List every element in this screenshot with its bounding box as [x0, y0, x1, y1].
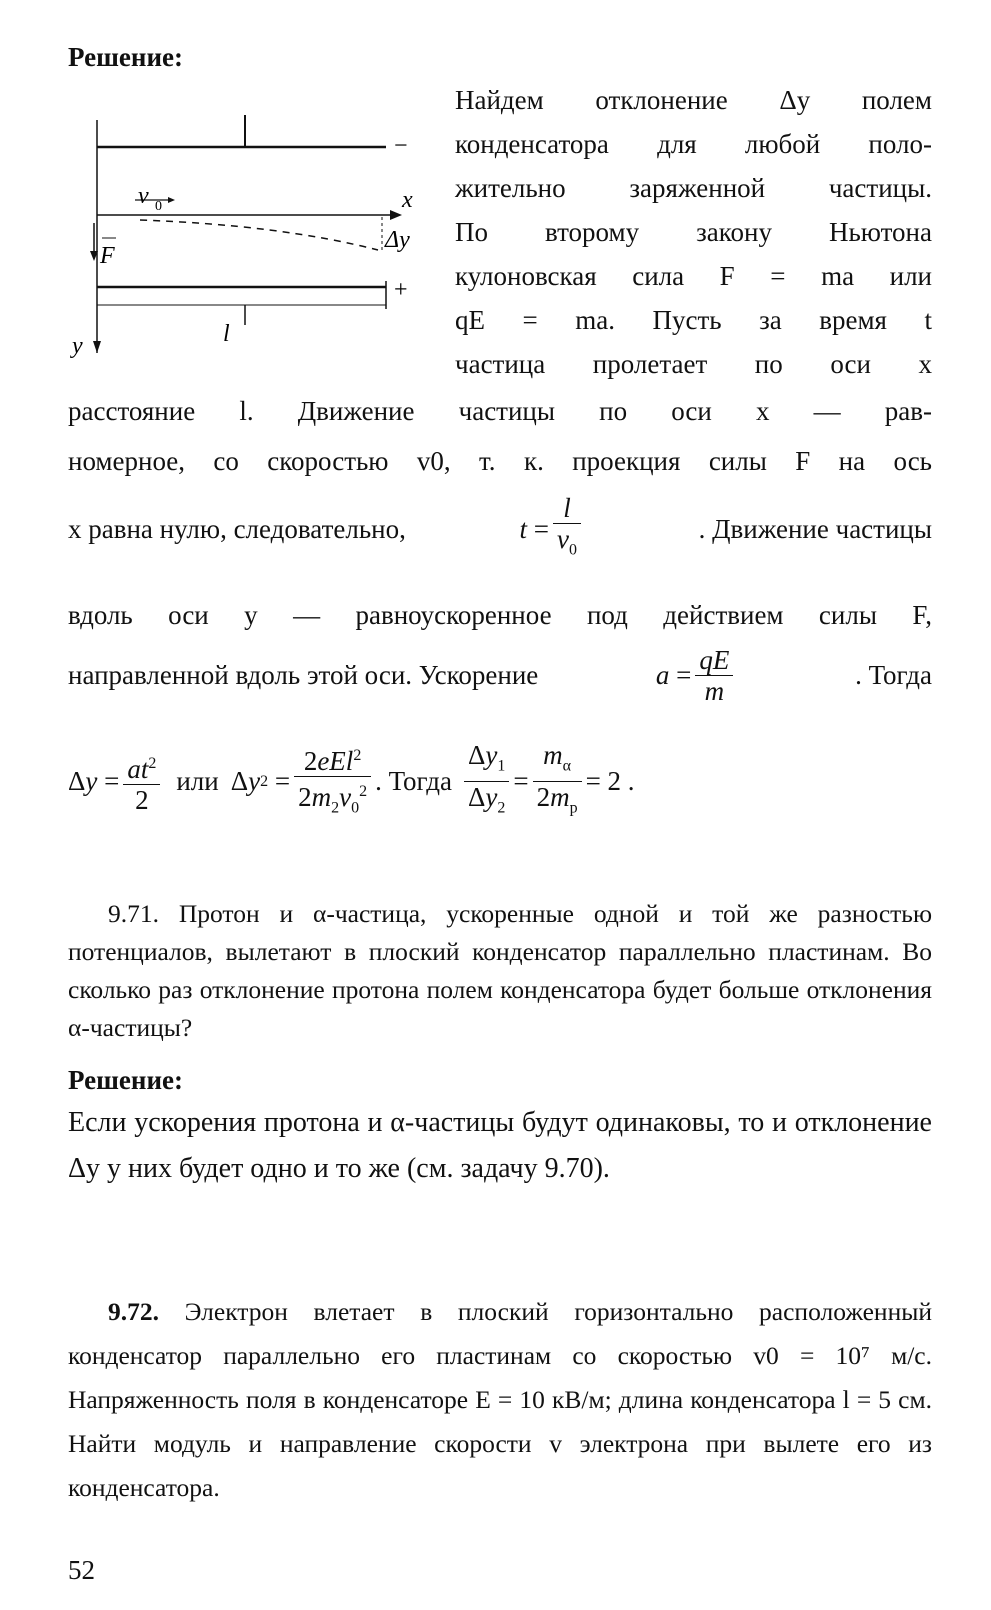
- x-axis-label: x: [402, 187, 413, 213]
- v0-arrowhead: [168, 197, 175, 203]
- problem-text: Протон и α-частица, ускоренные одной и той же разностью потенциалов, вылетают в плоский конденсатор параллельно пластинам. Во сколько раз отклонение протона полем конденсатора будет больше отклонения α-частицы?: [68, 899, 932, 1042]
- fraction-at2-2: $\frac{at^2}{2}$: [123, 749, 160, 815]
- problem-9-72: [68, 1290, 932, 1510]
- formula-delta-y: Δ y = $\frac{at^2}{2}$: [68, 749, 164, 815]
- text-line: вдоль оси y — равноускоренное под действием силы F,: [68, 600, 932, 630]
- or-word: или: [176, 766, 219, 797]
- length-label: l: [223, 321, 230, 347]
- side-line: qE = ma. Пусть за время t: [455, 305, 932, 335]
- page-number: 52: [68, 1555, 95, 1585]
- fraction-dy1-dy2: $\frac{\Delta y_1}{\Delta y_2}$: [464, 740, 509, 824]
- force-label: F: [100, 243, 115, 269]
- solution-910-side-text: [455, 78, 932, 386]
- y-axis-label: y: [72, 333, 83, 359]
- capacitor-diagram: [60, 105, 440, 365]
- text-line-with-fraction: [68, 493, 932, 565]
- v0-label: v: [138, 183, 149, 209]
- text-segment: направленной вдоль этой оси. Ускорение: [68, 660, 539, 690]
- formula-ratio: $\frac{\Delta y_1}{\Delta y_2}$ = $\frac{m_\alpha}{2m_p}$ = 2 .: [460, 740, 635, 824]
- fraction-2eEl2: $\frac{2eEl^2}{2m_2v_0^2}$: [294, 741, 371, 823]
- fraction-malpha-2mp: $\frac{m_\alpha}{2m_p}$: [533, 740, 582, 824]
- side-line: Найдем отклонение Δy полем: [455, 85, 932, 115]
- text-segment: . Тогда: [855, 660, 932, 690]
- text-line: номерное, со скоростью v0, т. к. проекция силы F на ось: [68, 446, 932, 476]
- fraction-l-v0: $\frac{l}{v_0}$: [553, 493, 581, 565]
- plus-label: +: [394, 277, 408, 303]
- side-line: жительно заряженной частицы.: [455, 173, 932, 203]
- problem-text: v0 = 10⁷ м/с. Напряженность поля в конденсаторе E = 10 кВ/м; длина конденсатора l = 5 см. Найти модуль и направление скорости v электрона при вылете его из конденсатора.: [68, 1341, 933, 1502]
- side-line: частица пролетает по оси x: [455, 349, 932, 379]
- v0-sub-label: 0: [155, 199, 162, 214]
- side-line: кулоновская сила F = ma или: [455, 261, 932, 291]
- formula-line: [68, 740, 848, 824]
- formula-delta-y2: Δ y 2 = $\frac{2eEl^2}{2m_2v_0^2}$: [231, 741, 375, 823]
- solution-heading: Решение:: [68, 1065, 183, 1095]
- fraction-qE-m: $\frac{qE}{m}$: [695, 645, 733, 706]
- delta-y-label: Δy: [385, 227, 410, 253]
- formula-acceleration: a = $\frac{qE}{m}$: [656, 645, 737, 706]
- solution-heading: Решение:: [68, 42, 183, 72]
- formula-t: t = $\frac{l}{v_0}$: [519, 493, 584, 565]
- result: = 2 .: [585, 766, 635, 797]
- problem-number: 9.72.: [108, 1297, 159, 1326]
- side-line: По второму закону Ньютона: [455, 217, 932, 247]
- trajectory: [140, 220, 378, 250]
- minus-label: −: [394, 133, 408, 159]
- text-segment: x равна нулю, следовательно,: [68, 513, 406, 544]
- y-axis-arrow: [93, 341, 101, 353]
- side-line: конденсатора для любой поло-: [455, 129, 932, 159]
- problem-9-71: [68, 895, 932, 1047]
- then-word: . Тогда: [375, 766, 452, 797]
- solution-971-text: Если ускорения протона и α-частицы будут одинаковы, то и отклонение Δy у них будет одно и то же (см. задачу 9.70).: [68, 1107, 932, 1184]
- text-line-with-fraction: [68, 645, 932, 706]
- problem-number: 9.71.: [108, 899, 159, 928]
- text-segment: . Движение частицы: [698, 513, 932, 544]
- x-axis-arrow: [390, 210, 402, 220]
- text-line: расстояние l. Движение частицы по оси x — рав-: [68, 396, 932, 426]
- problem-text: Электрон влетает в плоский горизонтально расположенный конденсатор параллельно его пластинам со скоростью: [68, 1297, 932, 1370]
